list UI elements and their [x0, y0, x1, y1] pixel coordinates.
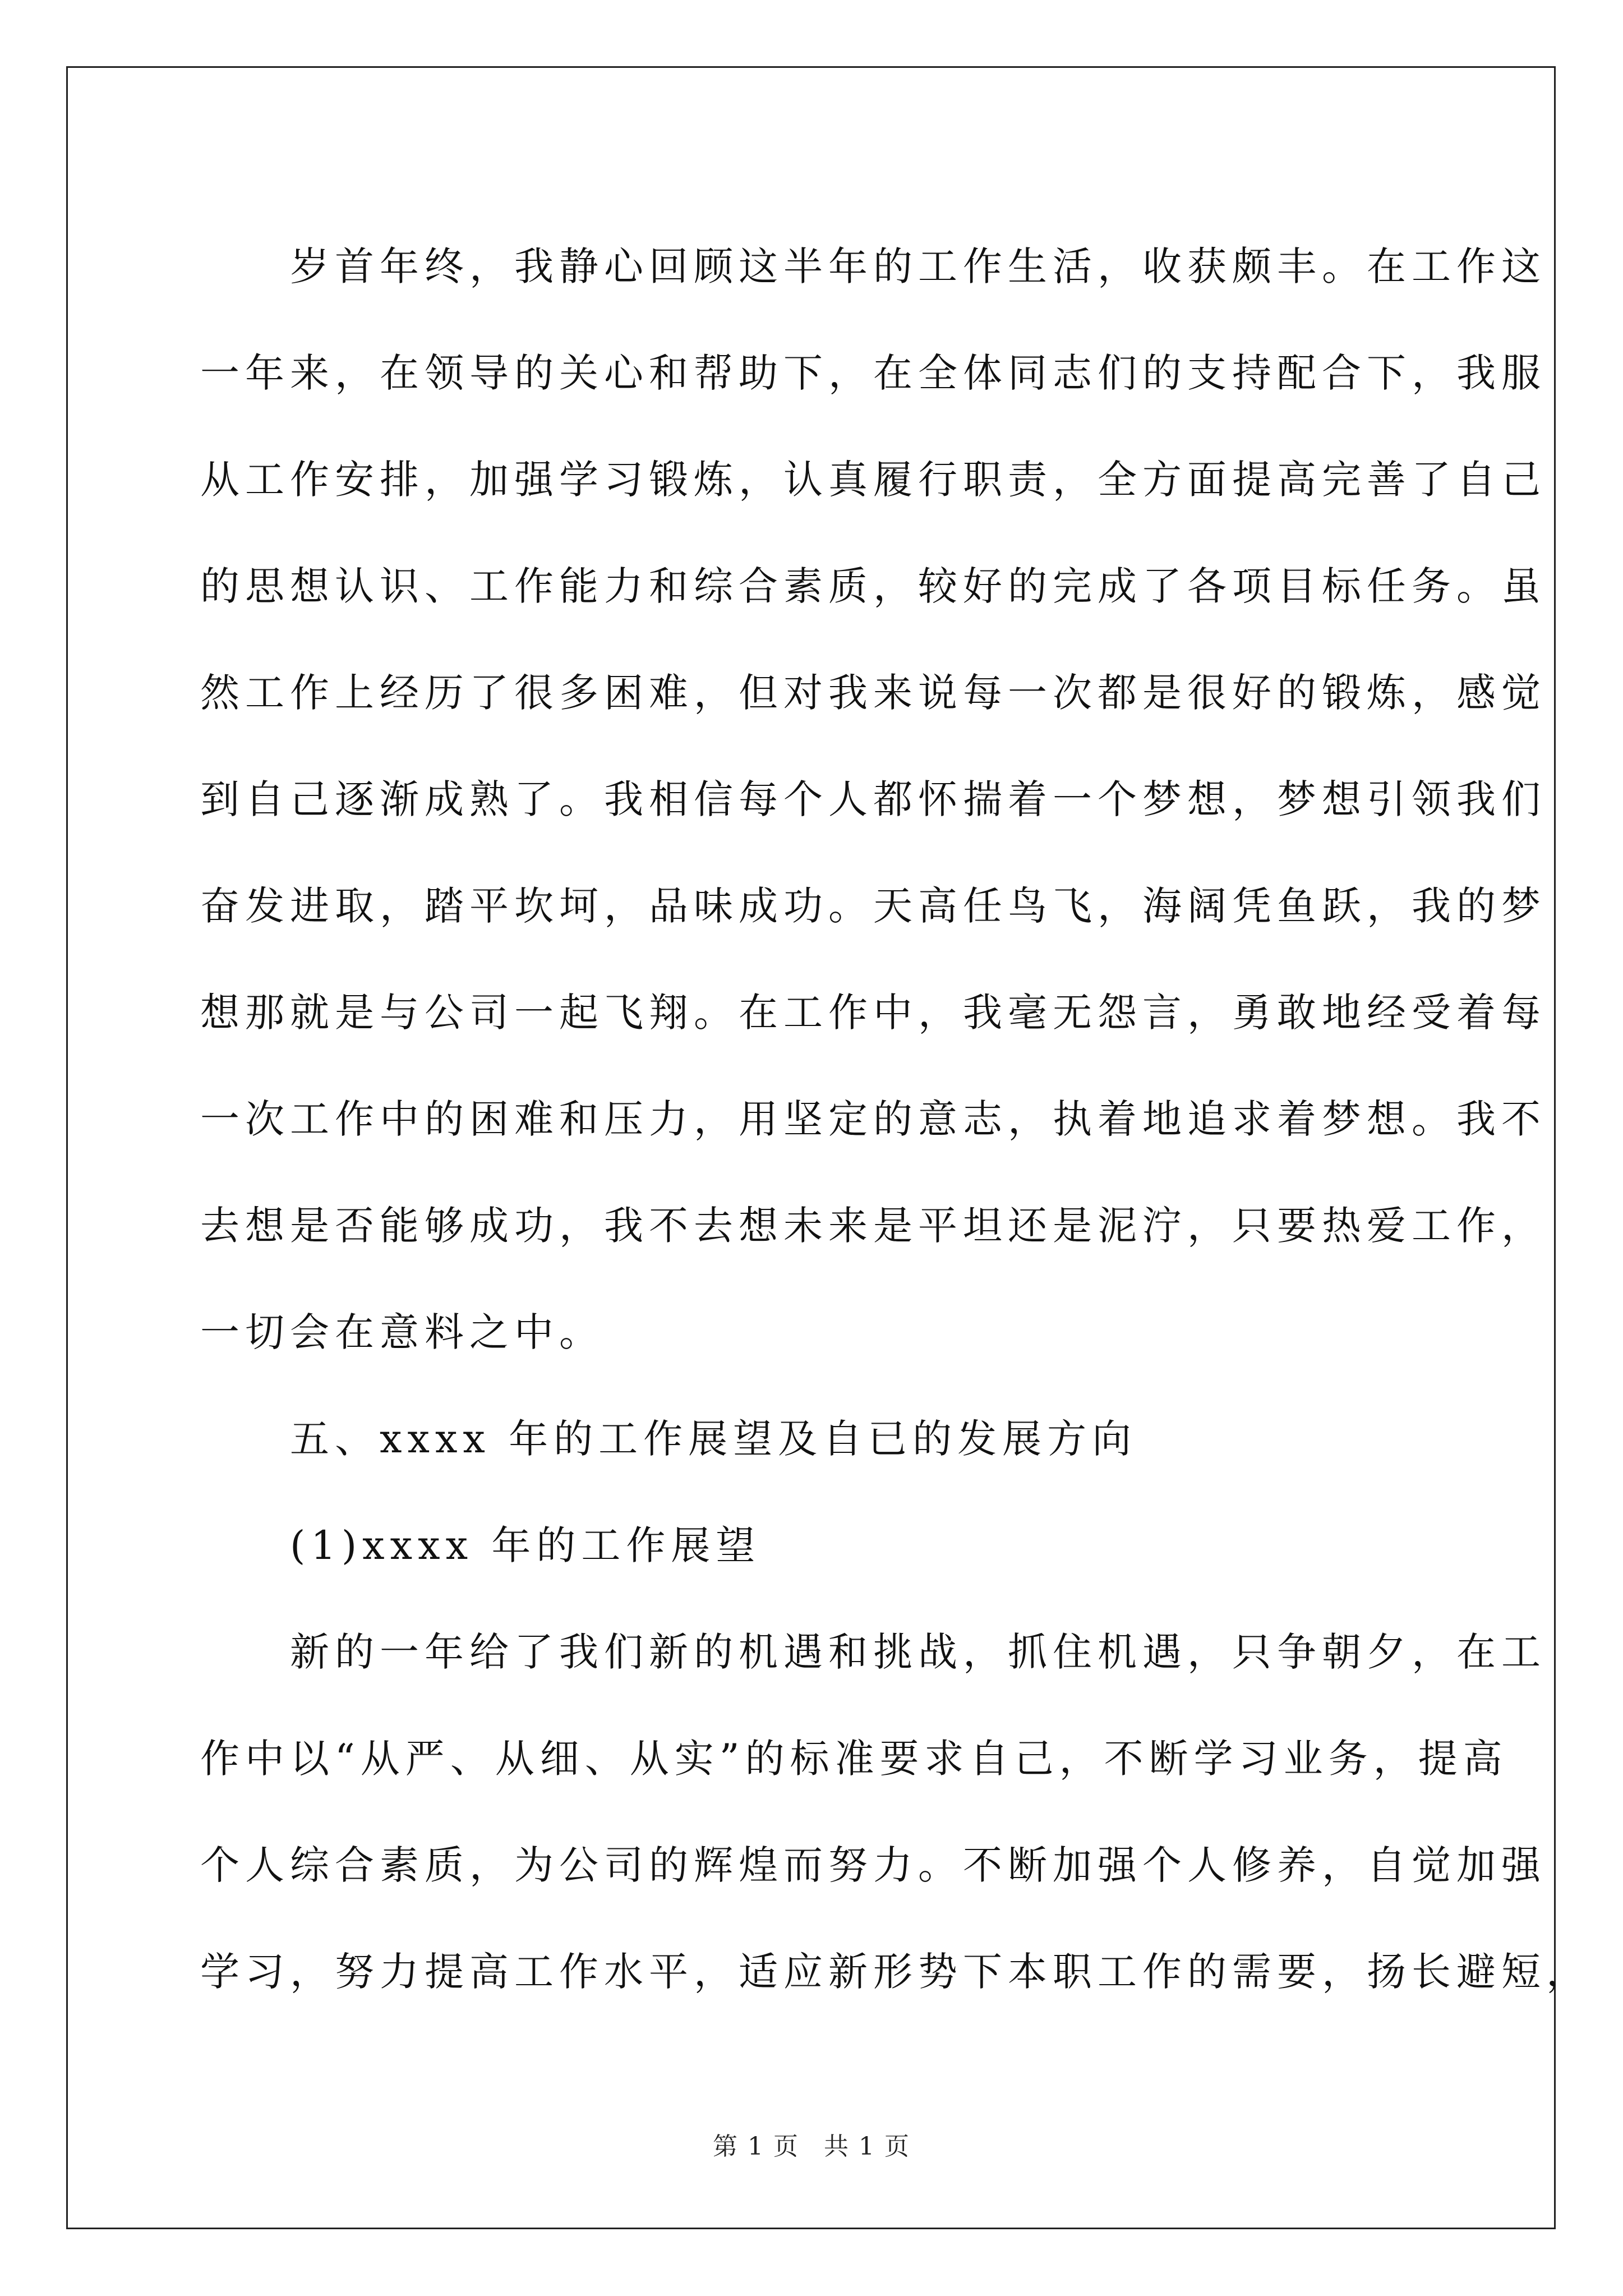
body-line: 新的一年给了我们新的机遇和挑战，抓住机遇，只争朝夕，在工: [200, 1629, 1546, 1675]
section-heading: 五、xxxx 年的工作展望及自已的发展方向: [200, 1416, 1137, 1462]
page-total: 共 1 页: [824, 2132, 910, 2161]
body-line: 一切会在意料之中。: [200, 1309, 604, 1355]
body-line: 从工作安排，加强学习锻炼，认真履行职责，全方面提高完善了自己: [200, 457, 1546, 503]
subsection-heading: (1)xxxx 年的工作展望: [200, 1522, 761, 1568]
body-line: 的思想认识、工作能力和综合素质，较好的完成了各项目标任务。虽: [200, 563, 1546, 609]
body-line: 岁首年终，我静心回顾这半年的工作生活，收获颇丰。在工作这: [200, 243, 1546, 289]
body-line: 作中以“从严、从细、从实”的标准要求自己，不断学习业务，提高: [200, 1736, 1508, 1782]
body-line: 一年来，在领导的关心和帮助下，在全体同志们的支持配合下，我服: [200, 350, 1546, 396]
body-line: 去想是否能够成功，我不去想未来是平坦还是泥泞，只要热爱工作，: [200, 1203, 1546, 1249]
page-number: 第 1 页: [713, 2132, 799, 2161]
body-line: 个人综合素质，为公司的辉煌而努力。不断加强个人修养，自觉加强: [200, 1842, 1546, 1888]
body-line: 想那就是与公司一起飞翔。在工作中，我毫无怨言，勇敢地经受着每: [200, 990, 1546, 1036]
body-line: 学习，努力提高工作水平，适应新形势下本职工作的需要，扬长避短，: [200, 1949, 1591, 1995]
document-body: [200, 213, 1591, 2025]
body-line: 然工作上经历了很多困难，但对我来说每一次都是很好的锻炼，感觉: [200, 670, 1546, 716]
body-line: 一次工作中的困难和压力，用坚定的意志，执着地追求着梦想。我不: [200, 1096, 1546, 1142]
body-line: 到自己逐渐成熟了。我相信每个人都怀揣着一个梦想，梦想引领我们: [200, 776, 1546, 822]
body-line: 奋发进取，踏平坎坷，品味成功。天高任鸟飞，海阔凭鱼跃，我的梦: [200, 883, 1546, 929]
page-footer: [0, 2126, 1623, 2162]
